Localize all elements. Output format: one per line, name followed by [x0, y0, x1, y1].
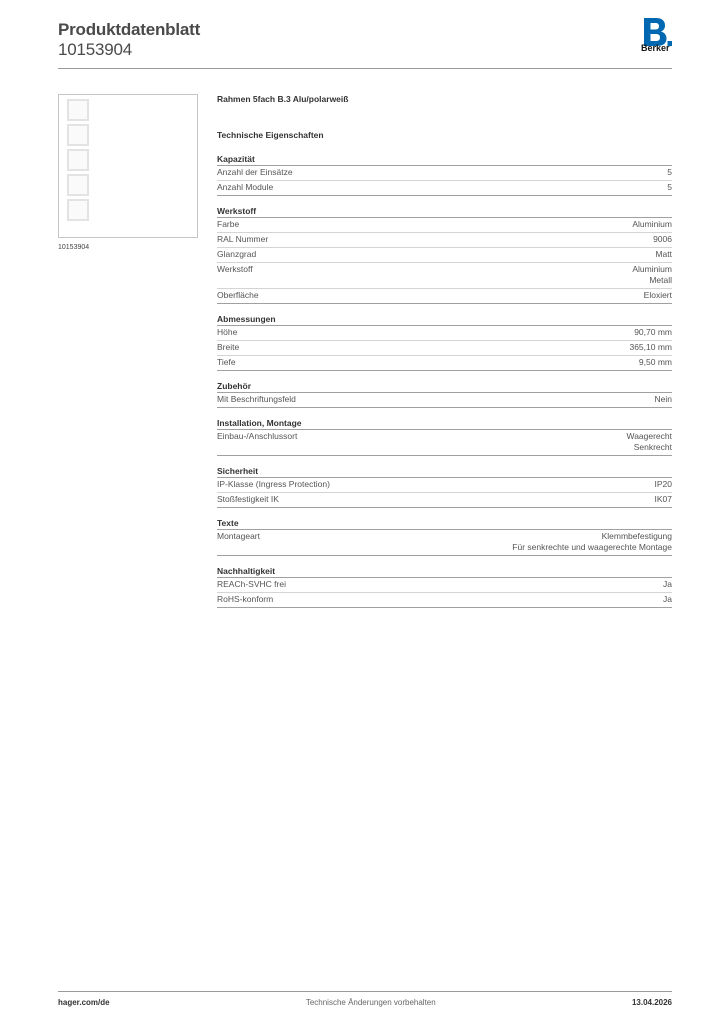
property-group — [217, 565, 672, 608]
property-row — [217, 181, 672, 196]
property-row — [217, 430, 672, 456]
group-title: Zubehör — [217, 380, 672, 393]
frame-slot — [67, 124, 89, 146]
property-value: 365,10 mm — [629, 342, 672, 352]
property-row — [217, 341, 672, 356]
property-label: Farbe — [217, 219, 240, 229]
property-groups — [217, 153, 672, 608]
property-label: RAL Nummer — [217, 234, 269, 244]
property-row — [217, 166, 672, 181]
header-divider — [58, 68, 672, 69]
group-title: Texte — [217, 517, 672, 530]
property-group — [217, 313, 672, 371]
property-label: Mit Beschriftungsfeld — [217, 394, 296, 404]
property-value: Klemmbefestigung Für senkrechte und waagerechte Montage — [512, 531, 672, 552]
property-label: Oberfläche — [217, 290, 259, 300]
property-row — [217, 218, 672, 233]
footer-website-link[interactable]: hager.com/de — [58, 998, 110, 1007]
property-label: Werkstoff — [217, 264, 253, 274]
property-value: IP20 — [654, 479, 672, 489]
property-row — [217, 578, 672, 593]
document-number: 10153904 — [58, 40, 133, 59]
frame-illustration — [67, 99, 93, 231]
property-group — [217, 517, 672, 556]
property-value: Waagerecht Senkrecht — [626, 431, 672, 452]
frame-slot — [67, 174, 89, 196]
page-footer — [58, 998, 672, 1007]
property-label: Einbau-/Anschlussort — [217, 431, 298, 441]
image-caption: 10153904 — [58, 244, 90, 251]
property-row — [217, 478, 672, 493]
property-value: Aluminium — [632, 219, 672, 229]
property-value: 5 — [667, 167, 672, 177]
frame-slot — [67, 149, 89, 171]
property-row — [217, 263, 672, 289]
property-row — [217, 493, 672, 508]
section-heading: Technische Eigenschaften — [217, 130, 324, 140]
property-value: Aluminium Metall — [632, 264, 672, 285]
property-group — [217, 465, 672, 508]
property-label: REACh-SVHC frei — [217, 579, 286, 589]
property-label: IP-Klasse (Ingress Protection) — [217, 479, 330, 489]
property-row — [217, 593, 672, 608]
property-label: RoHS-konform — [217, 594, 274, 604]
property-label: Tiefe — [217, 357, 236, 367]
property-value: 9006 — [653, 234, 672, 244]
product-name: Rahmen 5fach B.3 Alu/polarweiß — [217, 94, 349, 104]
group-title: Installation, Montage — [217, 417, 672, 430]
property-label: Anzahl Module — [217, 182, 274, 192]
property-value: Ja — [663, 594, 672, 604]
property-value: Eloxiert — [643, 290, 672, 300]
footer-divider — [58, 991, 672, 992]
property-label: Höhe — [217, 327, 238, 337]
frame-slot — [67, 99, 89, 121]
property-label: Montageart — [217, 531, 260, 541]
property-value: 9,50 mm — [638, 357, 672, 367]
property-value: Matt — [655, 249, 672, 259]
property-label: Breite — [217, 342, 240, 352]
property-group — [217, 153, 672, 196]
property-label: Glanzgrad — [217, 249, 257, 259]
property-group — [217, 380, 672, 408]
group-title: Abmessungen — [217, 313, 672, 326]
property-group — [217, 205, 672, 304]
product-details — [217, 94, 672, 608]
group-title: Werkstoff — [217, 205, 672, 218]
property-row — [217, 326, 672, 341]
property-row — [217, 233, 672, 248]
property-group — [217, 417, 672, 456]
property-row — [217, 530, 672, 556]
property-value: IK07 — [654, 494, 672, 504]
footer-disclaimer: Technische Änderungen vorbehalten — [305, 998, 436, 1007]
property-label: Anzahl der Einsätze — [217, 167, 293, 177]
group-title: Kapazität — [217, 153, 672, 166]
property-row — [217, 356, 672, 371]
property-value: 5 — [667, 182, 672, 192]
property-value: Ja — [663, 579, 672, 589]
product-image — [58, 94, 198, 238]
group-title: Nachhaltigkeit — [217, 565, 672, 578]
logo-text: Berker — [641, 43, 670, 53]
property-row — [217, 393, 672, 408]
document-header — [58, 20, 200, 60]
property-row — [217, 248, 672, 263]
property-value: 90,70 mm — [634, 327, 672, 337]
property-value: Nein — [654, 394, 672, 404]
document-title: Produktdatenblatt — [58, 20, 201, 39]
frame-slot — [67, 199, 89, 221]
property-label: Stoßfestigkeit IK — [217, 494, 279, 504]
property-row — [217, 289, 672, 304]
group-title: Sicherheit — [217, 465, 672, 478]
footer-date: 13.04.2026 — [631, 998, 672, 1007]
